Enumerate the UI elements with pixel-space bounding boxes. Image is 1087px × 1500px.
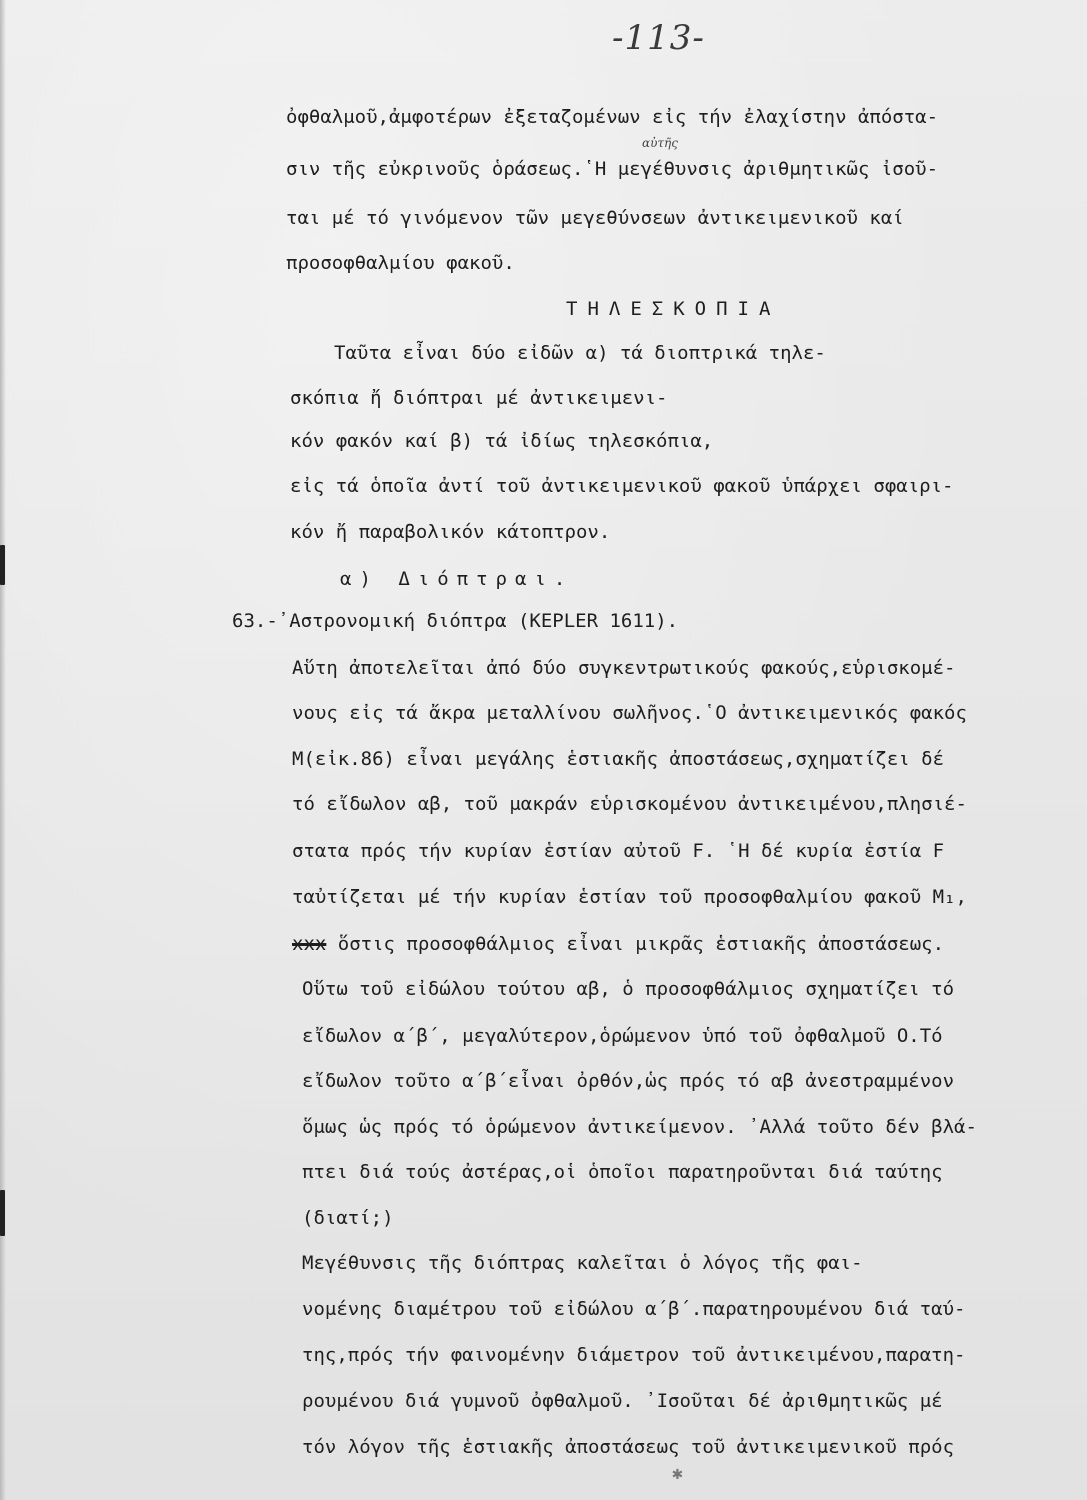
text-line: κόν φακόν καί β) τά ἰδίως τηλεσκόπια, [290,430,714,452]
section-title: ΤΗΛΕΣΚΟΠΙΑ [566,298,781,320]
text-line: Μεγέθυνσις τῆς διόπτρας καλεῖται ὁ λόγος τῆς φαι- [302,1252,863,1274]
footer-mark: ✱ [672,1463,683,1484]
text-line: προσοφθαλμίου φακοῦ. [286,252,515,274]
text-line: τόν λόγον τῆς ἑστιακῆς ἀποστάσεως τοῦ ἀντικειμενικοῦ πρός [302,1436,955,1458]
text-line: στατα πρός τήν κυρίαν ἑστίαν αὐτοῦ F. ῾Η δέ κυρία ἑστία F [292,840,945,862]
text-line: κόν ἤ παραβολικόν κάτοπτρον. [290,521,611,543]
text-line: πτει διά τούς ἀστέρας,οἱ ὁποῖοι παρατηροῦνται διά ταύτης [302,1161,943,1183]
text-line: ὀφθαλμοῦ,ἀμφοτέρων ἐξεταζομένων εἰς τήν ἐλαχίστην ἀπόστα- [286,106,939,128]
section-heading: 63.-᾿Αστρονομική διόπτρα (KEPLER 1611). [232,610,679,632]
text-line: σκόπια ἤ διόπτραι μέ ἀντικειμενι- [290,387,668,409]
page-number: -113- [612,18,705,58]
text-line-with-strikeout [292,931,944,957]
text-line: ὅστις προσοφθάλμιος εἶναι μικρᾶς ἑστιακῆς ἀποστάσεως. [337,933,945,955]
text-line: Ταῦτα εἶναι δύο εἰδῶν α) τά διοπτρικά τηλε- [334,342,826,364]
text-line: εἴδωλον τοῦτο α΄β΄εἶναι ὀρθόν,ὡς πρός τό αβ ἀνεστραμμένον [302,1070,955,1092]
text-line: Οὕτω τοῦ εἰδώλου τούτου αβ, ὁ προσοφθάλμιος σχηματίζει τό [302,978,955,1000]
handwritten-annotation: αὐτῆς [642,136,678,150]
text-line: νομένης διαμέτρου τοῦ εἰδώλου α΄β΄.παρατηρουμένου διά ταύ- [302,1298,966,1320]
text-line: ταὐτίζεται μέ τήν κυρίαν ἑστίαν τοῦ προσοφθαλμίου φακοῦ Μ₁, [292,886,967,908]
text-line: ὅμως ὡς πρός τό ὁρώμενον ἀντικείμενον. ᾿Αλλά τοῦτο δέν βλά- [302,1116,977,1138]
text-line: νους εἰς τά ἄκρα μεταλλίνου σωλῆνος.῾Ο ἀντικειμενικός φακός [292,702,967,724]
binding-mark [0,545,5,585]
subsection-heading: α) Διόπτραι. [340,568,574,590]
text-line: Αὕτη ἀποτελεῖται ἀπό δύο συγκεντρωτικούς φακούς,εὑρισκομέ- [292,657,956,679]
text-line: σιν τῆς εὐκρινοῦς ὁράσεως.῾Η μεγέθυνσις ἀριθμητικῶς ἰσοῦ- [286,158,939,180]
text-line: τό εἴδωλον αβ, τοῦ μακράν εὑρισκομένου ἀντικειμένου,πλησιέ- [292,793,967,815]
text-line: της,πρός τήν φαινομένην διάμετρον τοῦ ἀντικειμένου,παρατη- [302,1344,966,1366]
text-line: (διατί;) [302,1207,394,1229]
text-line: Μ(εἰκ.86) εἶναι μεγάλης ἑστιακῆς ἀποστάσεως,σχηματίζει δέ [292,748,945,770]
text-line: εἴδωλον α΄β΄, μεγαλύτερον,ὁρώμενον ὑπό τοῦ ὀφθαλμοῦ Ο.Τό [302,1025,943,1047]
struck-out-word: xxx [292,933,327,955]
text-line: ρουμένου διά γυμνοῦ ὀφθαλμοῦ. ᾿Ισοῦται δέ ἀριθμητικῶς μέ [302,1390,943,1412]
page-edge-shadow [0,0,6,1500]
text-line: ται μέ τό γινόμενον τῶν μεγεθύνσεων ἀντικειμενικοῦ καί [286,207,904,229]
text-line: εἰς τά ὁποῖα ἀντί τοῦ ἀντικειμενικοῦ φακοῦ ὑπάρχει σφαιρι- [290,475,954,497]
binding-mark [0,1190,5,1236]
